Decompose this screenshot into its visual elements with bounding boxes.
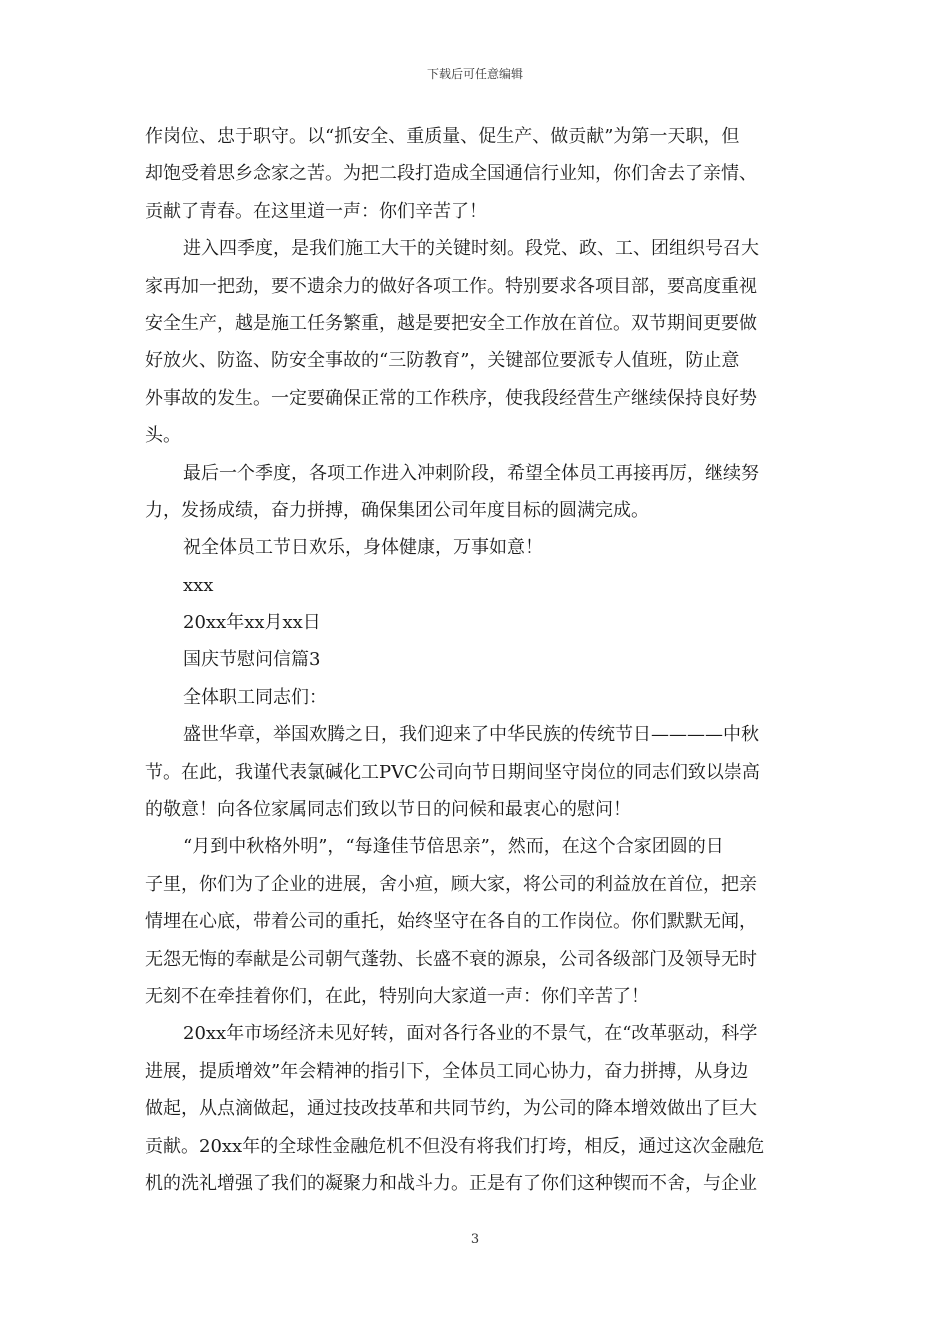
- text-line: 贡献了青春。在这里道一声：你们辛苦了！: [145, 200, 487, 222]
- text-line: 进入四季度，是我们施工大干的关键时刻。段党、政、工、团组织号召大: [183, 238, 759, 260]
- page-number: 3: [470, 1232, 480, 1247]
- text-line: 20xx年市场经济未见好转，面对各行各业的不景气，在“改革驱动，科学: [183, 1023, 758, 1045]
- text-line: 全体职工同志们：: [183, 686, 327, 708]
- text-line: 无怨无悔的奉献是公司朝气蓬勃、长盛不衰的源泉，公司各级部门及领导无时: [145, 948, 757, 970]
- text-line: 无刻不在牵挂着你们，在此，特别向大家道一声：你们辛苦了！: [145, 985, 649, 1007]
- text-line: 子里，你们为了企业的进展，舍小疸，顾大家，将公司的利益放在首位，把亲: [145, 873, 757, 895]
- text-line: 机的洗礼增强了我们的凝聚力和战斗力。正是有了你们这种锲而不舍，与企业: [145, 1172, 757, 1194]
- text-line: 力，发扬成绩，奋力拼搏，确保集团公司年度目标的圆满完成。: [145, 499, 649, 521]
- text-line: 安全生产，越是施工任务繁重，越是要把安全工作放在首位。双节期间更要做: [145, 312, 757, 334]
- text-line: 作岗位、忠于职守。以“抓安全、重质量、促生产、做贡献”为第一天职，但: [145, 126, 740, 147]
- text-line: 20xx年xx月xx日: [183, 612, 321, 634]
- document-body: [145, 118, 805, 1202]
- text-line: 祝全体员工节日欢乐，身体健康，万事如意！: [183, 537, 543, 559]
- page-header-note: 下载后可任意编辑: [426, 67, 523, 81]
- text-line: 却饱受着思乡念家之苦。为把二段打造成全国通信行业知，你们舍去了亲情、: [145, 163, 757, 185]
- text-line: 节。在此，我谨代表氯碱化工PVC公司向节日期间坚守岗位的同志们致以崇高: [145, 761, 760, 783]
- text-line: 做起，从点滴做起，通过技改技革和共同节约，为公司的降本增效做出了巨大: [145, 1098, 757, 1120]
- text-line: 最后一个季度，各项工作进入冲刺阶段，希望全体员工再接再厉，继续努: [183, 462, 759, 484]
- text-line: “月到中秋格外明”，“每逢佳节倍思亲”，然而，在这个合家团圆的日: [183, 836, 724, 858]
- text-line: 贡献。20xx年的全球性金融危机不但没有将我们打垮，相反，通过这次金融危: [145, 1135, 765, 1157]
- text-line: 家再加一把劲，要不遗余力的做好各项工作。特别要求各项目部，要高度重视: [145, 275, 757, 297]
- text-line: 的敬意！向各位家属同志们致以节日的问候和最衷心的慰问！: [145, 799, 631, 821]
- text-line: 头。: [145, 425, 181, 447]
- text-line: 进展，提质增效”年会精神的指引下，全体员工同心协力，奋力拼搏，从身边: [145, 1060, 749, 1082]
- text-line: xxx: [183, 574, 214, 596]
- text-line: 情埋在心底，带着公司的重托，始终坚守在各自的工作岗位。你们默默无闻，: [145, 911, 757, 933]
- text-line: 盛世华章，举国欢腾之日，我们迎来了中华民族的传统节日————中秋: [183, 724, 759, 746]
- text-line: 国庆节慰问信篇3: [183, 649, 321, 671]
- text-line: 好放火、防盗、防安全事故的“三防教育”，关键部位要派专人值班，防止意: [145, 350, 740, 372]
- text-line: 外事故的发生。一定要确保正常的工作秩序，使我段经营生产继续保持良好势: [145, 387, 757, 409]
